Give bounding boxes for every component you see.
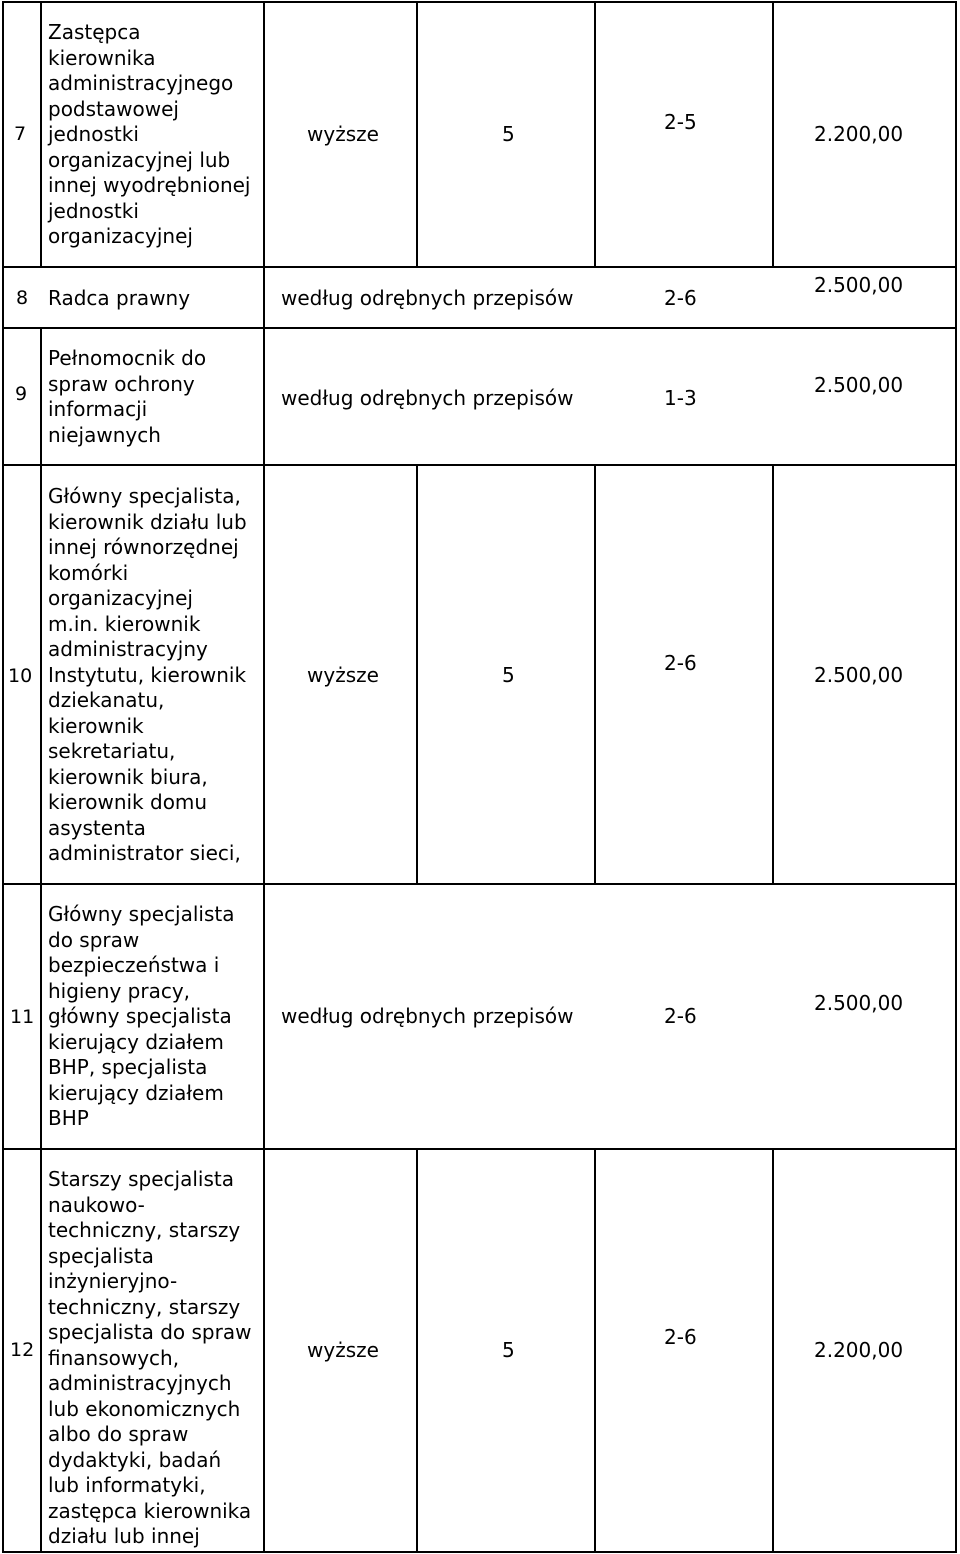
- position-line: techniczny, starszy: [48, 1294, 241, 1319]
- position-line: administracyjnych: [48, 1371, 232, 1395]
- row-number: 10: [8, 665, 33, 687]
- position-title: [48, 484, 263, 867]
- row-divider: [2, 883, 956, 885]
- col-divider: [594, 464, 596, 885]
- education-requirement: wyższe: [307, 122, 379, 146]
- position-line: finansowych,: [48, 1345, 180, 1370]
- position-line: jednostki: [48, 198, 139, 223]
- position-line: Starszy specjalista: [48, 1167, 234, 1191]
- row-number: 8: [16, 287, 29, 309]
- position-line: sekretariatu,: [48, 739, 176, 763]
- position-line: kierujący działem: [48, 1029, 224, 1054]
- salary-category: 1-3: [664, 386, 697, 410]
- position-line: Instytutu, kierownik: [48, 662, 247, 687]
- salary-category: 2-5: [664, 110, 697, 134]
- position-line: innej wyodrębnionej: [48, 173, 251, 197]
- position-line: administrator sieci,: [48, 841, 241, 865]
- row-divider: [2, 327, 956, 329]
- education-requirement: według odrębnych przepisów: [281, 1004, 574, 1028]
- row-number: 7: [14, 123, 27, 145]
- col-divider: [594, 1, 596, 268]
- col-divider: [772, 1148, 774, 1553]
- position-line: albo do spraw: [48, 1422, 189, 1446]
- position-line: bezpieczeństwa i: [48, 953, 220, 977]
- position-line: Zastępca: [48, 20, 141, 44]
- salary-category: 2-6: [664, 1004, 697, 1028]
- position-line: administracyjny: [48, 637, 208, 661]
- position-line: kierownik biura,: [48, 764, 208, 789]
- position-line: podstawowej: [48, 96, 179, 121]
- position-line: higieny pracy,: [48, 978, 191, 1003]
- table-border-left: [2, 1, 4, 1553]
- row-divider: [2, 266, 956, 268]
- position-line: naukowo-: [48, 1192, 145, 1217]
- education-requirement: według odrębnych przepisów: [281, 286, 574, 310]
- years-of-experience: 5: [502, 122, 515, 146]
- salary-amount: 2.200,00: [814, 1338, 904, 1362]
- salary-amount: 2.500,00: [814, 373, 904, 397]
- years-of-experience: 5: [502, 663, 515, 687]
- position-line: inżynieryjno-: [48, 1269, 178, 1293]
- position-title: Radca prawny: [48, 286, 191, 310]
- position-line: kierownik: [48, 713, 144, 738]
- education-requirement: według odrębnych przepisów: [281, 386, 574, 410]
- position-title: [48, 20, 263, 250]
- col-divider: [772, 1, 774, 268]
- position-line: niejawnych: [48, 422, 161, 447]
- position-line: BHP: [48, 1106, 89, 1130]
- salary-amount: 2.500,00: [814, 273, 904, 297]
- position-line: kierujący działem: [48, 1080, 224, 1105]
- col-divider: [40, 1, 42, 268]
- position-line: jednostki: [48, 122, 139, 146]
- col-divider: [594, 1148, 596, 1553]
- position-line: asystenta: [48, 815, 146, 840]
- education-requirement: wyższe: [307, 663, 379, 687]
- position-line: specjalista do spraw: [48, 1320, 252, 1344]
- salary-amount: 2.500,00: [814, 663, 904, 687]
- position-line: zastępca kierownika: [48, 1498, 252, 1523]
- salary-category: 2-6: [664, 1325, 697, 1349]
- salary-amount: 2.200,00: [814, 122, 904, 146]
- position-line: organizacyjnej: [48, 586, 193, 610]
- position-line: m.in. kierownik: [48, 611, 201, 636]
- position-line: lub informatyki,: [48, 1473, 206, 1497]
- position-line: Główny specjalista: [48, 902, 235, 926]
- position-line: organizacyjnej lub: [48, 147, 231, 172]
- position-line: komórki: [48, 560, 129, 585]
- row-divider: [2, 464, 956, 466]
- salary-amount: 2.500,00: [814, 991, 904, 1015]
- col-divider: [40, 327, 42, 1553]
- row-number: 11: [10, 1006, 35, 1028]
- position-line: do spraw: [48, 927, 140, 952]
- row-number: 9: [15, 383, 28, 405]
- position-line: innej równorzędnej: [48, 535, 239, 559]
- position-line: główny specjalista: [48, 1004, 232, 1028]
- row-divider: [2, 1, 956, 3]
- col-divider: [416, 464, 418, 885]
- row-divider: [2, 1551, 956, 1553]
- salary-category: 2-6: [664, 286, 697, 310]
- col-divider: [416, 1148, 418, 1553]
- position-line: kierownik domu: [48, 790, 208, 814]
- position-line: dziekanatu,: [48, 688, 165, 712]
- col-divider: [772, 464, 774, 885]
- position-line: Pełnomocnik do: [48, 346, 207, 370]
- position-line: Główny specjalista,: [48, 484, 241, 508]
- position-line: kierownika: [48, 45, 156, 70]
- table-border-right: [955, 1, 957, 1553]
- position-line: lub ekonomicznych: [48, 1396, 241, 1421]
- position-line: kierownik działu lub: [48, 509, 247, 534]
- position-line: BHP, specjalista: [48, 1055, 208, 1079]
- position-title: [48, 346, 263, 448]
- row-divider: [2, 1148, 956, 1150]
- position-line: specjalista: [48, 1243, 154, 1268]
- salary-category: 2-6: [664, 651, 697, 675]
- position-title: [48, 1167, 263, 1550]
- position-line: organizacyjnej: [48, 224, 193, 248]
- position-line: administracyjnego: [48, 71, 234, 95]
- education-requirement: wyższe: [307, 1338, 379, 1362]
- col-divider: [263, 1, 265, 1553]
- position-line: informacji: [48, 397, 148, 421]
- position-title: [48, 902, 263, 1132]
- position-line: dydaktyki, badań: [48, 1447, 222, 1472]
- row-number: 12: [10, 1339, 35, 1361]
- years-of-experience: 5: [502, 1338, 515, 1362]
- col-divider: [416, 1, 418, 268]
- position-line: spraw ochrony: [48, 371, 195, 396]
- position-line: techniczny, starszy: [48, 1218, 241, 1242]
- position-line: działu lub innej: [48, 1524, 200, 1548]
